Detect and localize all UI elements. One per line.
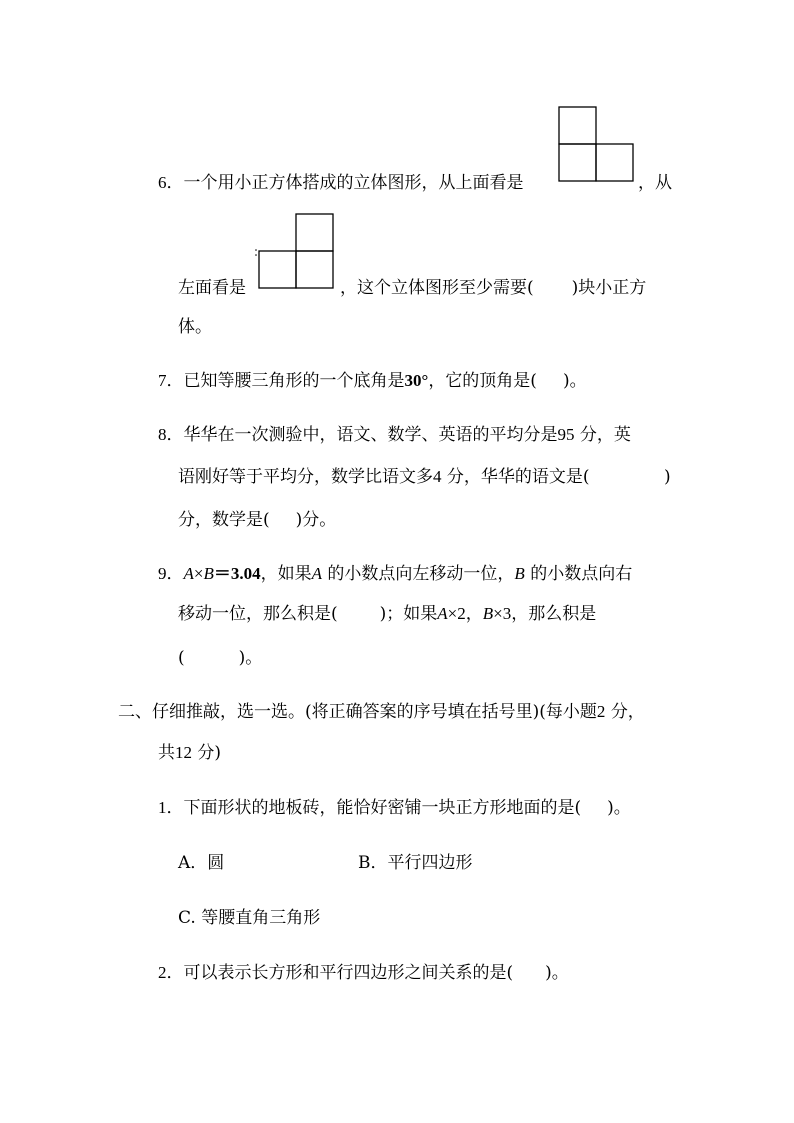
left-view-figure (254, 213, 336, 291)
section2-heading-text: 二、仔细推敲，选一选。(将正确答案的序号填在括号里)(每小题 (118, 702, 597, 722)
s2q2-number: 2 (158, 963, 167, 982)
q6-line1 (158, 172, 524, 194)
q9-line3-a: ( (178, 648, 185, 668)
s2q1-number: 1 (158, 798, 167, 817)
q8-line2-a: 语刚好等于平均分，数学比语文多 (178, 467, 433, 487)
q9-text-b: 的小数点向左移动一位， (327, 564, 515, 584)
s2q1-option-a (178, 852, 224, 874)
q8-line1: ．华华在一次测验中，语文、数学、英语的平均分是 (166, 425, 558, 445)
section2-heading (118, 701, 645, 723)
q6-number: 6 (158, 173, 167, 192)
section2-total: 12 (175, 743, 192, 762)
section2-heading-b: 分， (610, 702, 645, 722)
top-view-figure (558, 106, 638, 184)
s2q2-line (158, 962, 569, 984)
q8-diff: 4 (433, 467, 442, 486)
q9-x2: ×2 (447, 604, 466, 623)
q7-value: 30° (404, 371, 429, 390)
q9-line2-c: ，那么积是 (511, 604, 597, 624)
q8-line2-c: ) (664, 467, 671, 487)
s2q1-opt-c: C. 等腰直角三角形 (178, 908, 321, 928)
s2q1-line (158, 797, 631, 819)
q6-text-e: )块小正方 (571, 278, 647, 298)
q8-number: 8 (158, 425, 167, 444)
q8-line2 (178, 466, 590, 488)
s2q1-text: ．下面形状的地板砖，能恰好密铺一块正方形地面的是( (166, 798, 582, 818)
q8-line3-b: )分。 (295, 510, 337, 530)
q8-line1 (158, 424, 631, 446)
q6-text-d: ，这个立体图形至少需要( (340, 278, 534, 298)
q6-line1-end (638, 172, 672, 194)
s2q2-end: )。 (545, 963, 569, 983)
q7-number: 7 (158, 371, 167, 390)
q7-text-b: ，它的顶角是( (428, 371, 537, 391)
q7-line (158, 370, 587, 392)
s2q1-end: )。 (607, 798, 631, 818)
q9-text-c: 的小数点向右 (530, 564, 633, 584)
q6-line2-right (340, 277, 646, 299)
q8-line3 (178, 509, 336, 531)
q9-line1: 9．A×B＝3.04，如果A 的小数点向左移动一位，B 的小数点向右 (158, 564, 633, 584)
q9-line2-b: )；如果 (379, 604, 438, 624)
s2q1-opt-a: A．圆 (178, 853, 225, 873)
s2q2-text: ．可以表示长方形和平行四边形之间关系的是( (166, 963, 514, 983)
q9-times: × (193, 564, 204, 583)
q9-var-b: B (203, 564, 214, 583)
q9-line2: 移动一位，那么积是( )；如果A×2，B×3，那么积是 (178, 604, 597, 624)
q9-x3: ×3 (493, 604, 512, 623)
q9-eq: ＝3.04 (213, 564, 261, 583)
q8-line1-end: 分，英 (579, 425, 631, 445)
q6-line2 (178, 277, 246, 299)
q7-text-a: ．已知等腰三角形的一个底角是 (166, 371, 405, 391)
section2-heading-line2 (158, 742, 221, 764)
q8-line3-a: 分，数学是( (178, 510, 270, 530)
q7-text-c: )。 (562, 371, 587, 391)
q6-text-f: 体。 (178, 317, 212, 337)
section2-pts: 2 (596, 702, 606, 721)
section2-line2-a: 共 (158, 743, 175, 763)
q6-text-b: ，从 (638, 173, 672, 193)
section2-line2-b: 分) (197, 743, 222, 763)
q9-var-a: A (183, 564, 194, 583)
s2q1-opt-b: B．平行四边形 (358, 853, 473, 873)
q6-line3 (178, 316, 212, 338)
q9-number: 9 (158, 564, 167, 583)
q9-line3 (178, 647, 262, 669)
s2q1-option-b (358, 852, 473, 874)
q9-sep: ， (465, 604, 483, 624)
q6-text-a: ．一个用小正方体搭成的立体图形，从上面看是 (166, 173, 524, 193)
q8-line2-b: 分，华华的语文是( (446, 467, 590, 487)
q8-avg: 95 (557, 425, 575, 444)
q9-line3-b: )。 (238, 648, 263, 668)
s2q1-option-c (178, 907, 320, 929)
q8-line2-end (664, 466, 671, 488)
q9-line2-a: 移动一位，那么积是( (178, 604, 338, 624)
q9-text-a: ，如果 (260, 564, 312, 584)
q6-text-c: 左面看是 (178, 278, 246, 298)
